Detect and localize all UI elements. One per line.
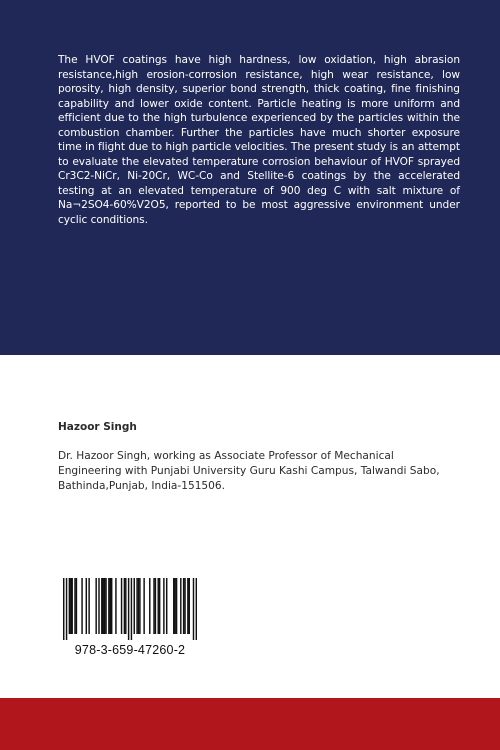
barcode-bar [136,578,137,634]
barcode-bar [69,578,70,634]
barcode-bar [196,578,197,640]
barcode-bar [105,578,106,634]
barcode-bar [101,578,102,634]
barcode-bar [143,578,144,634]
barcode-bar [153,578,154,634]
barcode-bar [139,578,140,634]
barcode-bar [180,578,181,634]
barcode-bar [155,578,156,634]
barcode-bar [66,578,67,640]
barcode-bar [63,578,64,640]
author-bio: Dr. Hazoor Singh, working as Associate Professor of Mechanical Engineering with Punjabi University Guru Kashi Campus, Talwandi Sabo, Bathinda,Punjab, India-151506. [58,450,440,492]
barcode-bar [184,578,185,634]
barcode-bar [76,578,77,634]
isbn-number: 978-3-659-47260-2 [74,643,186,657]
barcode-bar [187,578,188,634]
barcode-bar [134,578,135,634]
barcode-bar [125,578,126,634]
barcode-bar [104,578,105,634]
barcode-bar [159,578,160,634]
barcode-bar [121,578,122,634]
barcode-bar [110,578,111,634]
barcode-bar [71,578,72,634]
barcode-bar [138,578,139,634]
barcode-bar [88,578,89,634]
book-description: The HVOF coatings have high hardness, low oxidation, high abrasion resistance,high erosion-corrosion resistance, high wear resistance, low porosity, high density, superior bond strength, thick coating, fine finishing capability and lower oxide content. Particle heating is more uniform and efficient due to the high turbulence experienced by the particles within the combustion chamber. Further the particles have much shorter exposure time in flight due to high particle velocities. The present study is an attempt to evaluate the elevated temperature corrosion behaviour of HVOF sprayed Cr3C2-NiCr, Ni-20Cr, WC-Co and Stellite-6 coatings by the accelerated testing at an elevated temperature of 900 deg C with salt mixture of Na¬2SO4-60%V2O5, reported to be most aggressive environment under cyclic conditions. [58,54,460,226]
barcode-bar [98,578,99,634]
barcode-bar [183,578,184,634]
barcode-bar [173,578,174,634]
blurb-panel [0,0,500,355]
barcode-bar [111,578,112,634]
barcode-block [55,578,205,664]
barcode-bar [174,578,175,634]
author-name: Hazoor Singh [58,421,137,433]
bottom-color-band [0,698,500,750]
barcode-bar [124,578,125,634]
barcode-icon [63,578,197,640]
barcode-bar [158,578,159,634]
barcode-bar [189,578,190,634]
barcode-bar [131,578,132,640]
barcode-bar [193,578,194,640]
barcode-bar [108,578,109,634]
barcode-bar [128,578,129,640]
barcode-bar [166,578,167,634]
barcode-bar [86,578,87,634]
barcode-bar [95,578,96,634]
barcode-bar [70,578,71,634]
barcode-bar [81,578,82,634]
barcode-bar [74,578,75,634]
barcode-bar [102,578,103,634]
barcode-bar [163,578,164,634]
barcode-bar [149,578,150,634]
barcode-bar [176,578,177,634]
barcode-bar [115,578,116,634]
